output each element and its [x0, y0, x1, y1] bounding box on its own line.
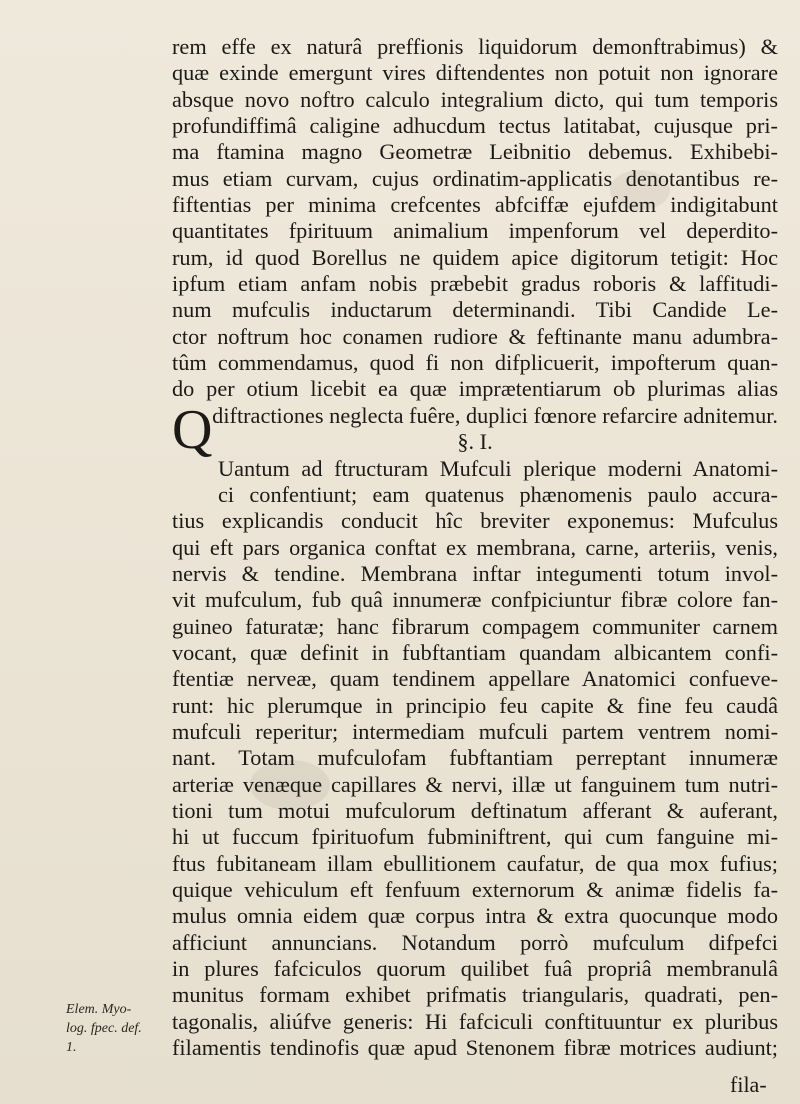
text-line: tagonalis, aliúfve generis: Hi fafciculi conftituuntur ex pluribus [172, 1008, 778, 1034]
text-line: munitus formam exhibet prifmatis triangularis, quadrati, pen- [172, 982, 778, 1008]
text-line: ctor noftrum hoc conamen rudiore & feftinante manu adumbra- [172, 323, 778, 349]
text-line: rem effe ex naturâ preffionis liquidorum demonftrabimus) & [172, 34, 778, 59]
text-line: vocant, quæ definit in fubftantiam quandam albicantem confi- [172, 639, 778, 665]
text-line: in plures fafciculos quorum quilibet fuâ propriâ membranulâ [172, 956, 778, 982]
margin-note-line: 1. [66, 1040, 77, 1055]
text-line: tûm commendamus, quod fi non difplicuerit, impofterum quan- [172, 350, 778, 376]
text-line: nervis & tendine. Membrana inftar integumenti totum invol- [172, 560, 778, 586]
text-line: mus etiam curvam, cujus ordinatim-applicatis denotantibus re- [172, 165, 778, 191]
text-line: quæ exinde emergunt vires diftendentes non potuit non ignorare [172, 60, 778, 86]
text-line: fiftentias per minima crefcentes abfciffæ ejufdem indigitabunt [172, 192, 778, 218]
body-text [172, 34, 778, 1061]
text-line: ipfum etiam anfam nobis præbebit gradus roboris & laffitudi- [172, 271, 778, 297]
margin-note [66, 1000, 164, 1057]
text-line: Uantum ad ftructuram Mufculi plerique moderni Anatomi- [218, 455, 778, 481]
catchword: fila- [730, 1072, 767, 1097]
text-line: rum, id quod Borellus ne quidem apice digitorum tetigit: Hoc [172, 244, 778, 270]
drop-cap: Q [172, 399, 213, 461]
text-line: runt: hic plerumque in principio feu capite & fine feu caudâ [172, 692, 778, 718]
text-line: diftractiones neglecta fuêre, duplici fœnore refarcire adnitemur. [212, 402, 778, 428]
text-line: ftus fubitaneam illam ebullitionem caufatur, de qua mox fufius; [172, 850, 778, 876]
text-line: mulus omnia eidem quæ corpus intra & extra quocunque modo [172, 903, 778, 929]
text-line: quantitates fpirituum animalium impenforum vel deperdito- [172, 218, 778, 244]
section-heading: §. I. [457, 429, 493, 455]
text-line: qui eft pars organica conftat ex membrana, carne, arteriis, venis, [172, 534, 778, 560]
text-line: ftentiæ nerveæ, quam tendinem appellare Anatomici confueve- [172, 666, 778, 692]
text-line: arteriæ venæque capillares & nervi, illæ ut fanguinem tum nutri- [172, 771, 778, 797]
text-line: filamentis tendinofis quæ apud Stenonem fibræ motrices audiunt; [172, 1035, 778, 1061]
text-line: ci confentiunt; eam quatenus phænomenis paulo accura- [218, 481, 778, 507]
text-line: tioni tum motui mufculorum deftinatum afferant & auferant, [172, 797, 778, 823]
text-line: quique vehiculum eft fenfuum externorum & animæ fidelis fa- [172, 877, 778, 902]
text-line: hi ut fuccum fpirituofum fubminiftrent, qui cum fanguine mi- [172, 824, 778, 850]
margin-note-line: log. fpec. def. [66, 1021, 142, 1036]
margin-note-line: Elem. Myo- [66, 1002, 132, 1017]
text-line: ma ftamina magno Geometræ Leibnitio debemus. Exhibebi- [172, 139, 778, 165]
text-line: guineo faturatæ; hanc fibrarum compagem communiter carnem [172, 613, 778, 639]
text-line: afficiunt annuncians. Notandum porrò mufculum difpefci [172, 929, 778, 955]
text-line: vit mufculum, fub quâ innumeræ confpiciuntur fibræ colore fan- [172, 587, 778, 613]
text-line: tius explicandis conducit hîc breviter exponemus: Mufculus [172, 508, 778, 534]
text-line: mufculi reperitur; intermediam mufculi partem ventrem nomi- [172, 718, 778, 744]
text-line: do per otium licebit ea quæ imprætentiarum ob plurimas alias [172, 376, 778, 402]
text-line: num mufculis inductarum determinandi. Tibi Candide Le- [172, 297, 778, 323]
text-line: profundiffimâ caligine adhucdum tectus latitabat, cujusque pri- [172, 113, 778, 139]
text-line: absque novo noftro calculo integralium dicto, qui tum temporis [172, 86, 778, 112]
text-line: nant. Totam mufculofam fubftantiam perreptant innumeræ [172, 745, 778, 771]
